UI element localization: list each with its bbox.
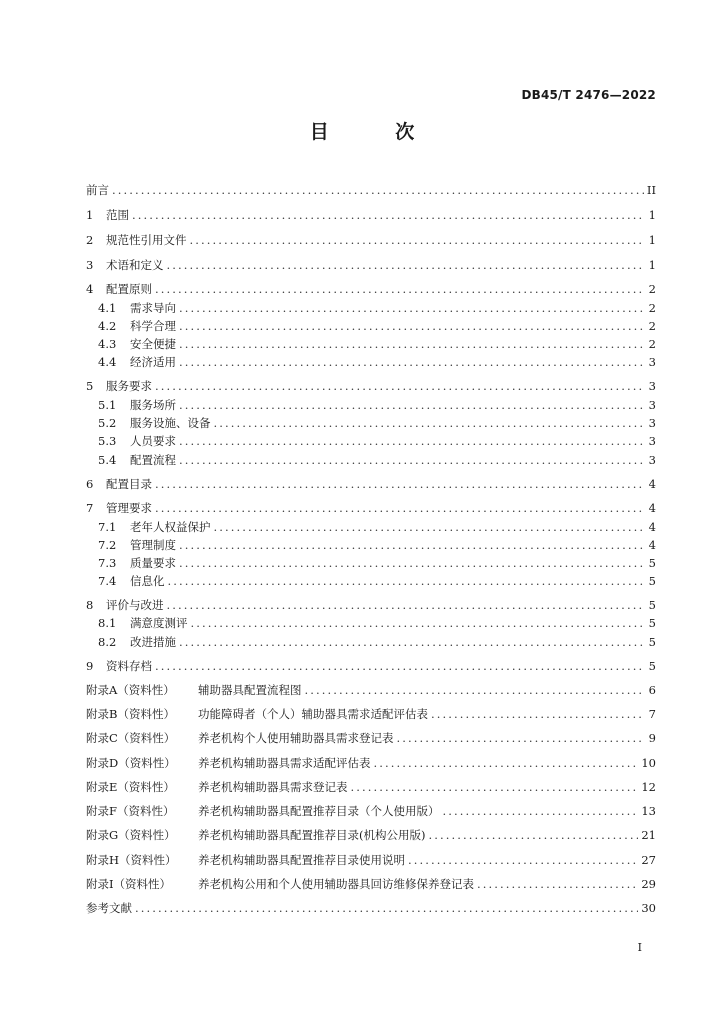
toc-entry-page: 1: [648, 208, 656, 222]
toc-entry-number: 附录B（资料性）: [86, 707, 175, 721]
toc-entry-page: 12: [641, 780, 656, 794]
toc-entry[interactable]: [86, 615, 656, 631]
toc-entry-number: 5.4: [98, 453, 117, 467]
toc-entry-title: 范围: [106, 208, 129, 222]
dot-leader: [179, 318, 645, 334]
toc-entry-number: 附录C（资料性）: [86, 731, 176, 745]
dot-leader: [135, 900, 638, 916]
toc-entry-title: 养老机构辅助器具配置推荐目录(机构公用版): [198, 828, 426, 842]
toc-entry-title: 管理要求: [106, 501, 152, 515]
dot-leader: [477, 876, 638, 892]
toc-entry-title: 经济适用: [130, 355, 176, 369]
toc-entry[interactable]: [86, 300, 656, 316]
toc-entry-number: 4.3: [98, 337, 117, 351]
toc-entry-page: II: [646, 183, 656, 197]
toc-entry-page: 2: [648, 337, 656, 351]
toc-entry-page: 3: [648, 355, 656, 369]
toc-entry-page: 3: [648, 416, 656, 430]
toc-entry-number: 7.4: [98, 574, 117, 588]
dot-leader: [112, 182, 644, 198]
dot-leader: [214, 415, 646, 431]
toc-entry[interactable]: [86, 876, 656, 892]
toc-entry-number: 3: [86, 258, 94, 272]
dot-leader: [155, 281, 645, 297]
toc-entry-page: 5: [648, 598, 656, 612]
toc-entry-number: 1: [86, 208, 94, 222]
toc-entry-title: 老年人权益保护: [130, 520, 211, 534]
toc-entry-number: 8.1: [98, 616, 117, 630]
dot-leader: [179, 336, 645, 352]
toc-entry[interactable]: [86, 182, 656, 198]
toc-entry-title: 功能障碍者（个人）辅助器具需求适配评估表: [198, 707, 428, 721]
toc-entry[interactable]: [86, 378, 656, 394]
toc-entry[interactable]: [86, 597, 656, 613]
dot-leader: [167, 257, 646, 273]
dot-leader: [443, 803, 639, 819]
toc-entry[interactable]: [86, 852, 656, 868]
dot-leader: [431, 706, 645, 722]
toc-entry-number: 7.2: [98, 538, 117, 552]
toc-entry-page: 4: [648, 538, 656, 552]
toc-entry-page: 2: [648, 319, 656, 333]
toc-entry[interactable]: [86, 730, 656, 746]
toc-entry[interactable]: [86, 257, 656, 273]
toc-entry-title: 规范性引用文件: [106, 233, 187, 247]
toc-entry[interactable]: [86, 537, 656, 553]
toc-entry-number: 5.2: [98, 416, 117, 430]
toc-entry-title: 人员要求: [130, 434, 176, 448]
toc-entry-page: 1: [648, 233, 656, 247]
toc-entry-page: 30: [641, 901, 656, 915]
toc-entry-number: 附录A（资料性）: [86, 683, 175, 697]
dot-leader: [374, 755, 639, 771]
toc-entry-title: 管理制度: [130, 538, 176, 552]
dot-leader: [190, 232, 646, 248]
toc-entry-number: 附录H（资料性）: [86, 853, 177, 867]
dot-leader: [155, 476, 645, 492]
toc-entry-title: 改进措施: [130, 635, 176, 649]
dot-leader: [155, 378, 645, 394]
toc-entry-page: 3: [648, 398, 656, 412]
toc-entry-number: 附录G（资料性）: [86, 828, 176, 842]
toc-entry[interactable]: [86, 827, 656, 843]
toc-entry[interactable]: [86, 415, 656, 431]
toc-entry-title: 养老机构公用和个人使用辅助器具回访维修保养登记表: [198, 877, 474, 891]
toc-entry-number: 7: [86, 501, 94, 515]
toc-entry[interactable]: [86, 397, 656, 413]
dot-leader: [179, 634, 645, 650]
toc-entry[interactable]: [86, 803, 656, 819]
toc-entry-title: 术语和定义: [106, 258, 164, 272]
toc-entry-page: 2: [648, 301, 656, 315]
toc-entry-page: 29: [641, 877, 656, 891]
toc-entry-page: 4: [648, 501, 656, 515]
toc-entry[interactable]: [86, 779, 656, 795]
toc-entry-title: 需求导向: [130, 301, 176, 315]
toc-entry-page: 3: [648, 379, 656, 393]
dot-leader: [305, 682, 646, 698]
toc-entry-page: 3: [648, 453, 656, 467]
toc-entry-page: 9: [648, 731, 656, 745]
toc-entry[interactable]: [86, 232, 656, 248]
toc-entry-title: 养老机构辅助器具需求适配评估表: [198, 756, 371, 770]
dot-leader: [214, 519, 646, 535]
toc-entry-title: 养老机构辅助器具需求登记表: [198, 780, 348, 794]
table-of-contents: [86, 0, 656, 1024]
toc-entry-page: 2: [648, 282, 656, 296]
toc-entry[interactable]: [86, 476, 656, 492]
toc-entry-title: 辅助器具配置流程图: [198, 683, 302, 697]
toc-entry[interactable]: [86, 318, 656, 334]
toc-entry[interactable]: [86, 207, 656, 223]
toc-entry-number: 8: [86, 598, 94, 612]
toc-entry-number: 5: [86, 379, 94, 393]
toc-entry[interactable]: [86, 573, 656, 589]
toc-entry-page: 6: [648, 683, 656, 697]
toc-entry-page: 5: [648, 574, 656, 588]
toc-entry[interactable]: [86, 658, 656, 674]
toc-entry-title: 服务场所: [130, 398, 176, 412]
toc-entry-page: 27: [641, 853, 656, 867]
toc-entry[interactable]: [86, 555, 656, 571]
toc-entry-page: 1: [648, 258, 656, 272]
dot-leader: [428, 827, 638, 843]
toc-entry-page: 4: [648, 477, 656, 491]
toc-entry-number: 6: [86, 477, 94, 491]
dot-leader: [179, 555, 645, 571]
toc-entry[interactable]: [86, 336, 656, 352]
dot-leader: [351, 779, 639, 795]
dot-leader: [179, 354, 645, 370]
toc-entry[interactable]: [86, 900, 656, 916]
dot-leader: [168, 573, 646, 589]
toc-entry[interactable]: [86, 706, 656, 722]
dot-leader: [179, 300, 645, 316]
dot-leader: [132, 207, 645, 223]
dot-leader: [179, 397, 645, 413]
toc-entry-title: 养老机构辅助器具配置推荐目录（个人使用版）: [198, 804, 440, 818]
toc-entry-number: 9: [86, 659, 94, 673]
toc-entry-title: 资料存档: [106, 659, 152, 673]
toc-entry-number: 7.3: [98, 556, 117, 570]
dot-leader: [408, 852, 638, 868]
toc-entry-number: 5.3: [98, 434, 117, 448]
toc-entry-page: 3: [648, 434, 656, 448]
toc-entry-title: 安全便捷: [130, 337, 176, 351]
toc-entry-title: 养老机构辅助器具配置推荐目录使用说明: [198, 853, 405, 867]
toc-entry-number: 4: [86, 282, 94, 296]
toc-entry[interactable]: [86, 682, 656, 698]
toc-entry[interactable]: [86, 452, 656, 468]
toc-entry-number: 4.1: [98, 301, 117, 315]
toc-entry-page: 7: [648, 707, 656, 721]
dot-leader: [179, 433, 645, 449]
toc-entry-title: 评价与改进: [106, 598, 164, 612]
toc-entry-number: 附录E（资料性）: [86, 780, 175, 794]
dot-leader: [155, 658, 645, 674]
toc-entry-page: 13: [641, 804, 656, 818]
toc-entry-number: 5.1: [98, 398, 117, 412]
toc-entry-number: 2: [86, 233, 94, 247]
toc-entry-title: 配置目录: [106, 477, 152, 491]
dot-leader: [397, 730, 646, 746]
toc-entry-page: 5: [648, 659, 656, 673]
toc-entry-title: 前言: [86, 183, 109, 197]
toc-entry-title: 服务要求: [106, 379, 152, 393]
toc-entry-title: 科学合理: [130, 319, 176, 333]
toc-entry-number: 附录D（资料性）: [86, 756, 176, 770]
page-title: 目 次: [309, 121, 445, 143]
dot-leader: [167, 597, 646, 613]
page-number: I: [637, 941, 642, 954]
toc-entry-number: 8.2: [98, 635, 117, 649]
document-code: DB45/T 2476—2022: [521, 88, 656, 102]
dot-leader: [179, 537, 645, 553]
toc-entry[interactable]: [86, 354, 656, 370]
toc-entry-page: 21: [641, 828, 656, 842]
toc-entry-page: 5: [648, 556, 656, 570]
toc-entry-number: 4.4: [98, 355, 117, 369]
toc-entry-page: 4: [648, 520, 656, 534]
toc-entry[interactable]: [86, 755, 656, 771]
toc-entry-page: 10: [641, 756, 656, 770]
toc-entry-page: 5: [648, 635, 656, 649]
toc-entry-page: 5: [648, 616, 656, 630]
dot-leader: [179, 452, 645, 468]
toc-entry-title: 质量要求: [130, 556, 176, 570]
toc-entry-title: 满意度测评: [130, 616, 188, 630]
toc-entry-title: 参考文献: [86, 901, 132, 915]
toc-entry-number: 附录F（资料性）: [86, 804, 175, 818]
toc-entry-title: 服务设施、设备: [130, 416, 211, 430]
toc-entry[interactable]: [86, 634, 656, 650]
toc-entry-title: 信息化: [130, 574, 165, 588]
toc-entry-number: 附录I（资料性）: [86, 877, 172, 891]
toc-entry[interactable]: [86, 500, 656, 516]
toc-entry[interactable]: [86, 281, 656, 297]
toc-entry-number: 4.2: [98, 319, 117, 333]
toc-entry-title: 配置流程: [130, 453, 176, 467]
toc-entry[interactable]: [86, 519, 656, 535]
toc-entry-title: 配置原则: [106, 282, 152, 296]
dot-leader: [191, 615, 646, 631]
toc-entry[interactable]: [86, 433, 656, 449]
toc-entry-number: 7.1: [98, 520, 117, 534]
dot-leader: [155, 500, 645, 516]
toc-entry-title: 养老机构个人使用辅助器具需求登记表: [198, 731, 394, 745]
